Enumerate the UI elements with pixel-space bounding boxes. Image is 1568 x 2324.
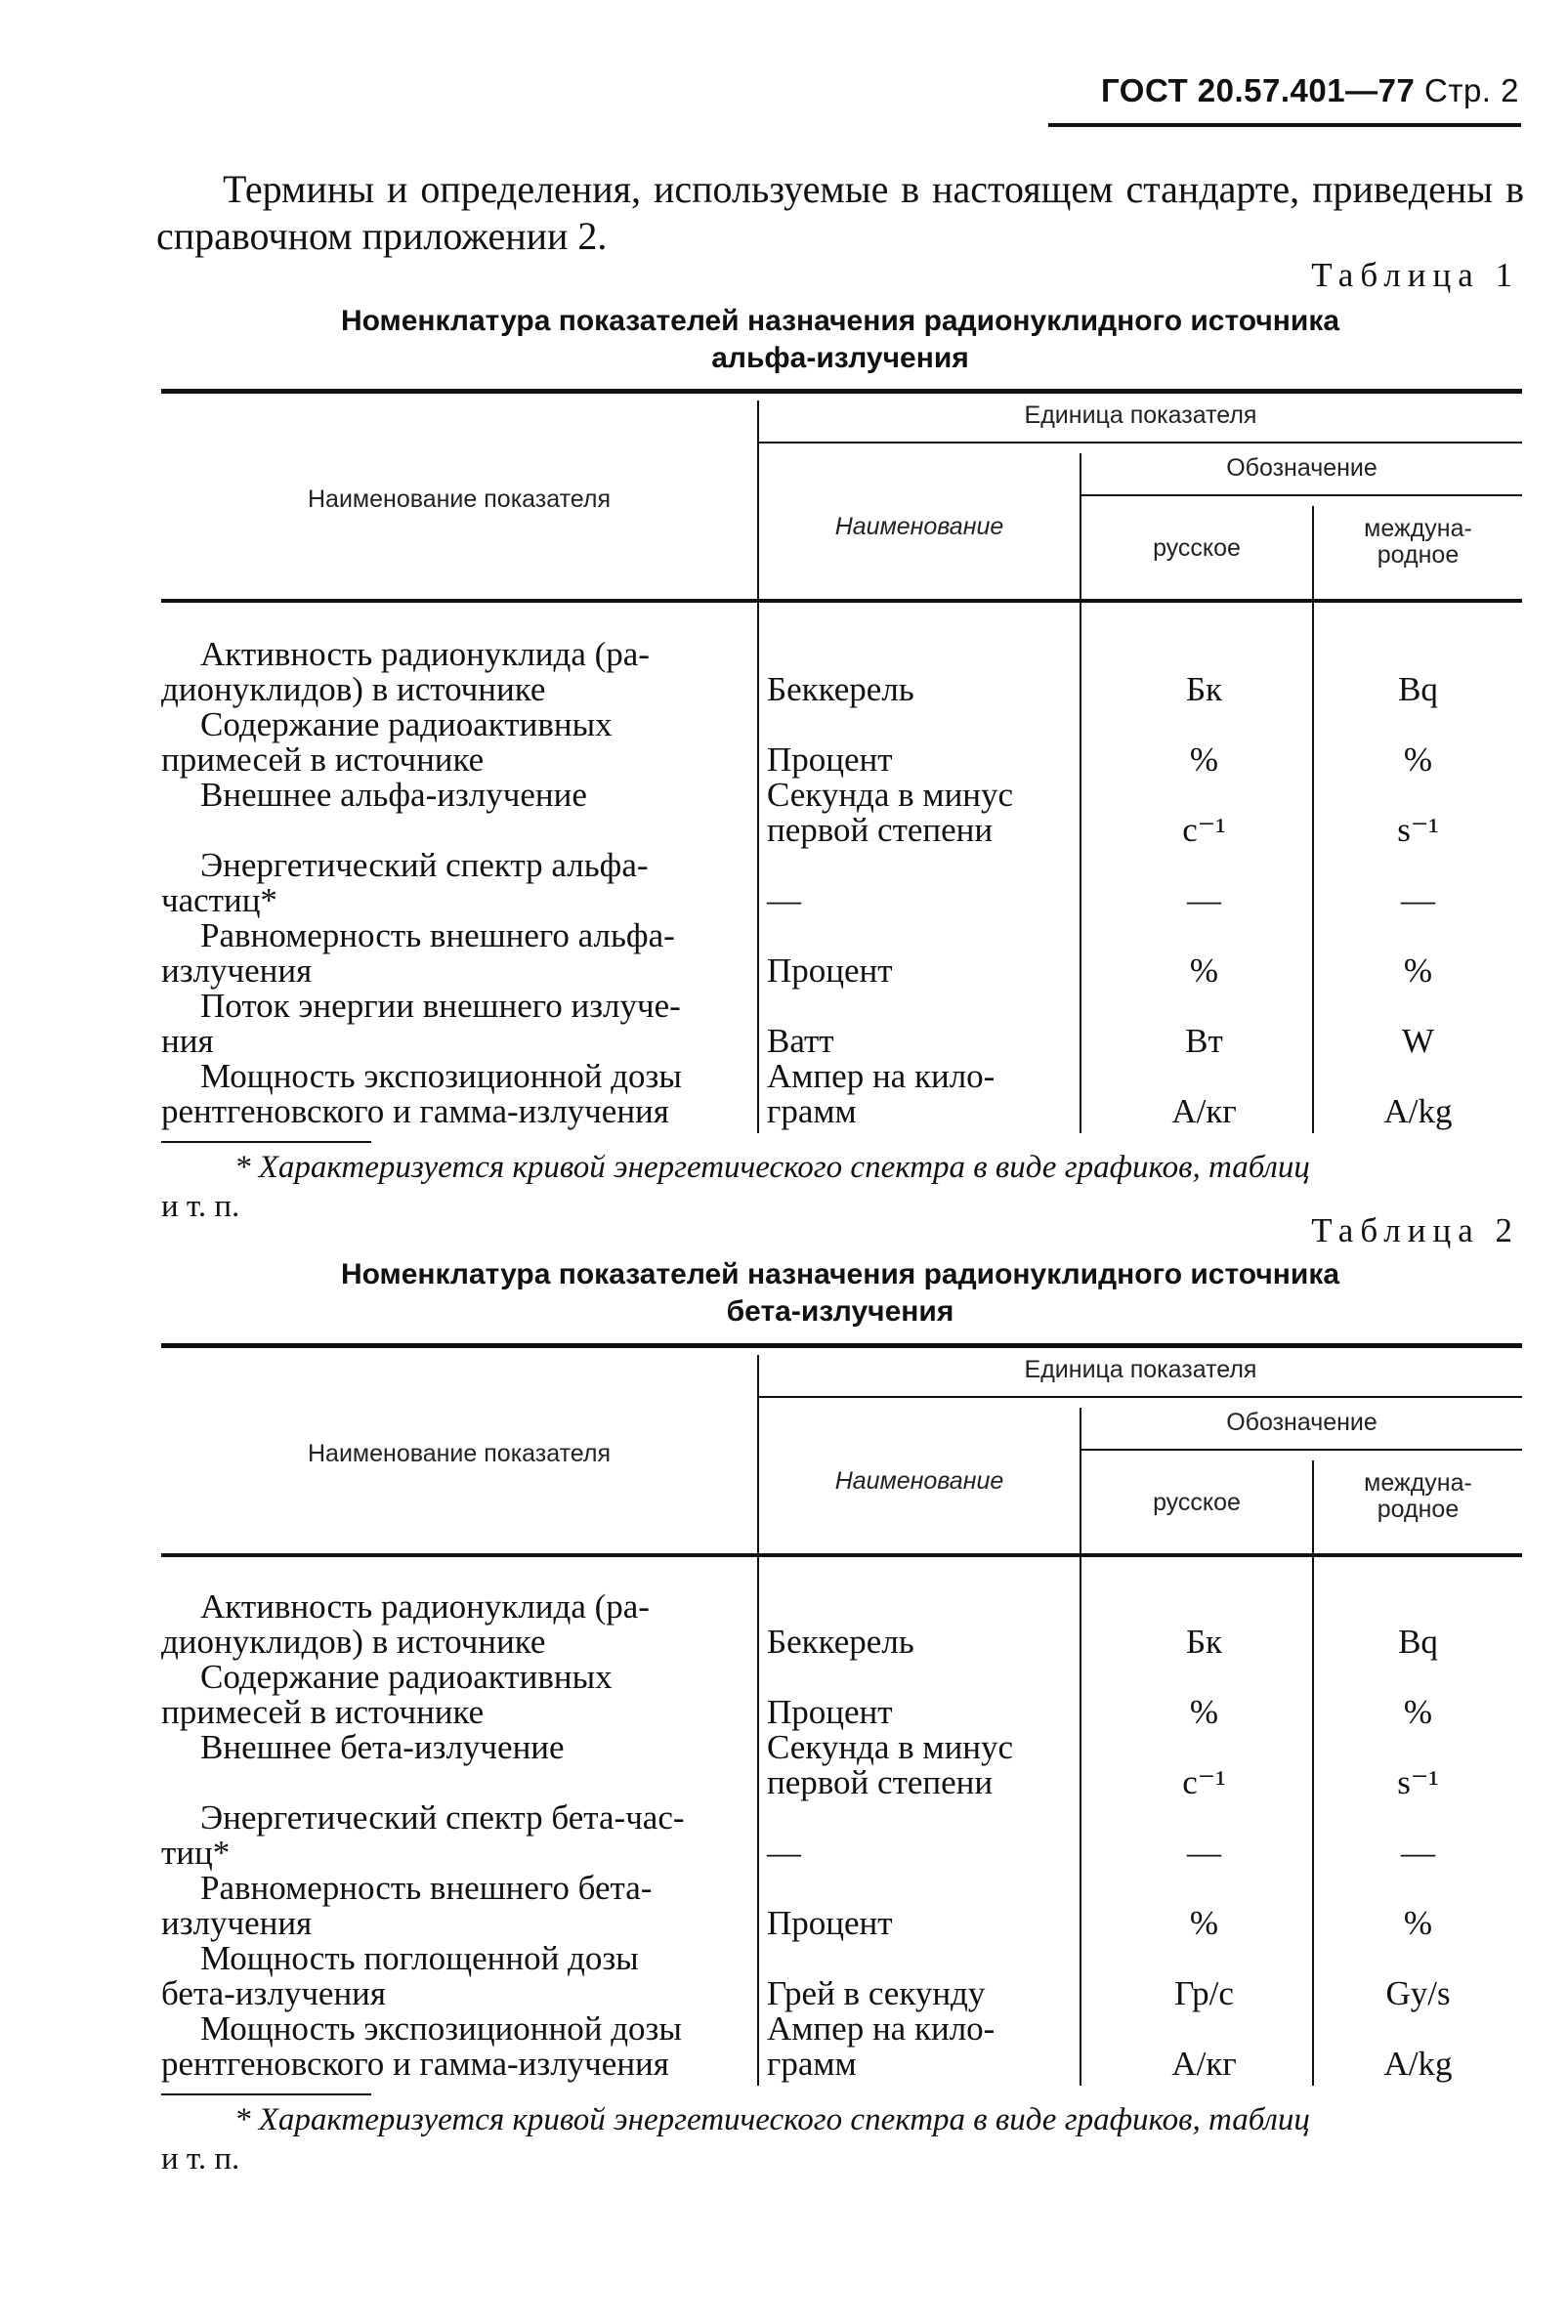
table-title — [156, 303, 1524, 377]
indicator-name — [161, 2011, 742, 2082]
designation-rule — [1080, 1449, 1522, 1451]
table-top-rule — [161, 389, 1522, 394]
indicator-name-text-1: Активность радионуклида (ра- — [200, 635, 650, 673]
international-designation: s⁻¹ — [1397, 811, 1439, 849]
russian-designation: — — [1187, 881, 1221, 919]
indicator-name — [161, 1730, 742, 1765]
column-header-designation: Обозначение — [1226, 454, 1377, 482]
russian-designation: Бк — [1185, 670, 1223, 708]
indicator-name-line-2: примесей в источнике — [161, 1693, 485, 1731]
standard-number: ГОСТ 20.57.401—77 — [1101, 72, 1416, 108]
indicator-name-text-1: Поток энергии внешнего излуче- — [200, 987, 681, 1025]
unit-name-line-2: первой степени — [767, 1763, 994, 1801]
indicator-name — [161, 848, 742, 918]
table-row — [161, 637, 1522, 707]
russian-designation: % — [1189, 740, 1219, 779]
table-title-line-1: Номенклатура показателей назначения радионуклидного источника — [340, 1258, 1340, 1290]
indicator-name — [161, 1871, 742, 1941]
indicator-name — [161, 637, 742, 707]
unit-name-line-2: грамм — [767, 1092, 857, 1130]
designation-rule — [1080, 494, 1522, 496]
indicator-name — [161, 707, 742, 778]
data-table — [161, 389, 1522, 1133]
indicator-name — [161, 918, 742, 989]
russian-designation: — — [1187, 1834, 1221, 1872]
column-header-indicator-name: Наименование показателя — [308, 1440, 611, 1467]
international-designation: s⁻¹ — [1397, 1763, 1439, 1801]
indicator-name-text-1: Мощность экспозиционной дозы — [200, 1057, 682, 1095]
indicator-name — [161, 778, 742, 813]
indicator-name-line-1 — [161, 1941, 742, 1976]
indicator-name-text-1: Активность радионуклида (ра- — [200, 1587, 650, 1626]
indicator-name-text-1: Энергетический спектр альфа- — [200, 846, 649, 884]
footnote-rule — [161, 2093, 371, 2095]
indicator-name-line-1 — [161, 989, 742, 1024]
table-title-line-2: альфа-излучения — [711, 342, 969, 374]
indicator-name-line-1 — [161, 918, 742, 953]
column-header-designation: Обозначение — [1226, 1409, 1377, 1436]
unit-name-line-2: — — [767, 1834, 801, 1872]
header-rule — [1048, 123, 1521, 127]
page-number: Стр. 2 — [1424, 72, 1519, 108]
indicator-name-line-1 — [161, 1871, 742, 1906]
column-header-indicator-name: Наименование показателя — [308, 486, 611, 513]
table-row — [161, 1871, 1522, 1941]
table-row — [161, 989, 1522, 1059]
table-label: Таблица 2 — [1311, 1211, 1519, 1249]
indicator-name-text-1: Содержание радиоактивных — [200, 705, 613, 743]
column-header-unit-name: Наименование — [834, 1467, 1004, 1495]
indicator-name-line-1 — [161, 1589, 742, 1625]
international-designation: W — [1401, 1022, 1435, 1060]
indicator-name-text-1: Равномерность внешнего альфа- — [200, 916, 675, 954]
table-row — [161, 707, 1522, 778]
indicator-name-line-1 — [161, 1059, 742, 1094]
russian-designation: Вт — [1185, 1022, 1223, 1060]
international-designation: Bq — [1398, 1623, 1438, 1661]
footnote-line-2: и т. п. — [161, 2141, 240, 2176]
indicator-name-text-1: Внешнее бета-излучение — [200, 1728, 565, 1766]
indicator-name-line-2: дионуклидов) в источнике — [161, 670, 546, 708]
international-designation: % — [1403, 951, 1433, 990]
russian-designation: % — [1189, 1693, 1219, 1731]
table-title-line-1: Номенклатура показателей назначения радионуклидного источника — [340, 305, 1340, 337]
indicator-name-line-2: рентгеновского и гамма-излучения — [161, 2045, 669, 2083]
footnote-rule — [161, 1141, 371, 1143]
indicator-name — [161, 1660, 742, 1730]
international-designation: A/kg — [1383, 1092, 1453, 1130]
indicator-name-line-1 — [161, 2011, 742, 2047]
indicator-name-line-1 — [161, 1660, 742, 1695]
table-row — [161, 1589, 1522, 1660]
footnote-line-1: * Характеризуется кривой энергетического спектра в виде графиков, таблиц — [234, 2102, 1310, 2137]
page-header — [1050, 72, 1519, 109]
indicator-name-line-2: излучения — [161, 951, 313, 990]
indicator-name-line-1 — [161, 848, 742, 883]
international-designation: % — [1403, 1904, 1433, 1942]
table-title — [156, 1256, 1524, 1331]
table-row — [161, 848, 1522, 918]
international-designation: A/kg — [1383, 2045, 1453, 2083]
column-header-unit-group: Единица показателя — [1024, 401, 1257, 429]
unit-name-line-2: Беккерель — [767, 1623, 914, 1661]
russian-designation: % — [1189, 1904, 1219, 1942]
table-label: Таблица 1 — [1311, 256, 1519, 294]
international-designation: Bq — [1398, 670, 1438, 708]
indicator-name-line-2: частиц* — [161, 881, 277, 919]
indicator-name-line-2: тиц* — [161, 1834, 231, 1872]
unit-group-rule — [757, 1396, 1522, 1398]
russian-designation: % — [1189, 951, 1219, 990]
international-designation: % — [1403, 1693, 1433, 1731]
column-header-international-line-2: родное — [1377, 1496, 1460, 1523]
column-header-international-line-1: междуна- — [1364, 515, 1472, 542]
unit-name-line-2: Процент — [767, 1904, 893, 1942]
column-header-international — [1314, 516, 1522, 569]
indicator-name-line-2: рентгеновского и гамма-излучения — [161, 1092, 669, 1130]
unit-name-line-2: первой степени — [767, 811, 994, 849]
table-row — [161, 918, 1522, 989]
unit-name-line-2: Ватт — [767, 1022, 834, 1060]
table-header-rule — [161, 1553, 1522, 1557]
indicator-name-line-2: дионуклидов) в источнике — [161, 1623, 546, 1661]
russian-designation: Бк — [1185, 1623, 1223, 1661]
unit-name-line-1: Ампер на кило- — [767, 2009, 996, 2048]
table-row — [161, 1800, 1522, 1871]
table-top-rule — [161, 1343, 1522, 1348]
table-row — [161, 2011, 1522, 2082]
indicator-name — [161, 1589, 742, 1660]
indicator-name-line-1 — [161, 1730, 742, 1765]
indicator-name-text-1: Равномерность внешнего бета- — [200, 1869, 653, 1907]
table-row — [161, 778, 1522, 848]
column-header-russian: русское — [1153, 534, 1241, 562]
indicator-name-text-1: Содержание радиоактивных — [200, 1658, 613, 1696]
unit-name-line-2: Грей в секунду — [767, 1974, 986, 2012]
indicator-name-line-2: бета-излучения — [161, 1974, 387, 2012]
unit-name-line-2: Беккерель — [767, 670, 914, 708]
column-header-unit-group: Единица показателя — [1024, 1356, 1257, 1383]
indicator-name-text-1: Мощность поглощенной дозы — [200, 1939, 639, 1977]
indicator-name-line-1 — [161, 1800, 742, 1836]
column-header-russian: русское — [1153, 1489, 1241, 1516]
indicator-name-line-1 — [161, 637, 742, 672]
indicator-name-line-2: ния — [161, 1022, 214, 1060]
unit-name-line-1: Ампер на кило- — [767, 1057, 996, 1095]
footnote-line-1: * Характеризуется кривой энергетического спектра в виде графиков, таблиц — [234, 1150, 1310, 1185]
international-designation: Gy/s — [1385, 1974, 1451, 2012]
column-header-international-line-1: междуна- — [1364, 1469, 1472, 1497]
intro-paragraph: Термины и определения, используемые в настоящем стандарте, приведены в справочном приложении 2. — [156, 167, 1524, 258]
table-footnote — [161, 2100, 1522, 2178]
indicator-name-line-2: примесей в источнике — [161, 740, 485, 779]
indicator-name — [161, 989, 742, 1059]
indicator-name-line-1 — [161, 778, 742, 813]
indicator-name-text-1: Мощность экспозиционной дозы — [200, 2009, 682, 2048]
international-designation: — — [1401, 1834, 1435, 1872]
indicator-name-text-1: Энергетический спектр бета-час- — [200, 1798, 685, 1837]
russian-designation: А/кг — [1171, 1092, 1237, 1130]
table-title-line-2: бета-излучения — [726, 1295, 954, 1328]
table-row — [161, 1730, 1522, 1800]
column-header-international — [1314, 1470, 1522, 1523]
column-header-unit-name: Наименование — [834, 513, 1004, 540]
indicator-name-line-2: излучения — [161, 1904, 313, 1942]
indicator-name — [161, 1800, 742, 1871]
unit-name-line-2: Процент — [767, 740, 893, 779]
indicator-name — [161, 1941, 742, 2011]
indicator-name-text-1: Внешнее альфа-излучение — [200, 776, 587, 814]
international-designation: — — [1401, 881, 1435, 919]
table-row — [161, 1660, 1522, 1730]
column-header-international-line-2: родное — [1377, 541, 1460, 569]
indicator-name-line-1 — [161, 707, 742, 742]
footnote-line-2: и т. п. — [161, 1189, 240, 1224]
table-row — [161, 1059, 1522, 1129]
data-table — [161, 1343, 1522, 2086]
russian-designation: А/кг — [1171, 2045, 1237, 2083]
russian-designation: с⁻¹ — [1182, 811, 1226, 849]
russian-designation: Гр/с — [1174, 1974, 1234, 2012]
unit-name-line-1: Секунда в минус — [767, 776, 1014, 814]
unit-group-rule — [757, 442, 1522, 444]
international-designation: % — [1403, 740, 1433, 779]
indicator-name — [161, 1059, 742, 1129]
unit-name-line-2: грамм — [767, 2045, 857, 2083]
unit-name-line-1: Секунда в минус — [767, 1728, 1014, 1766]
unit-name-line-2: Процент — [767, 1693, 893, 1731]
unit-name-line-2: — — [767, 881, 801, 919]
table-row — [161, 1941, 1522, 2011]
russian-designation: с⁻¹ — [1182, 1763, 1226, 1801]
unit-name-line-2: Процент — [767, 951, 893, 990]
table-header-rule — [161, 599, 1522, 603]
